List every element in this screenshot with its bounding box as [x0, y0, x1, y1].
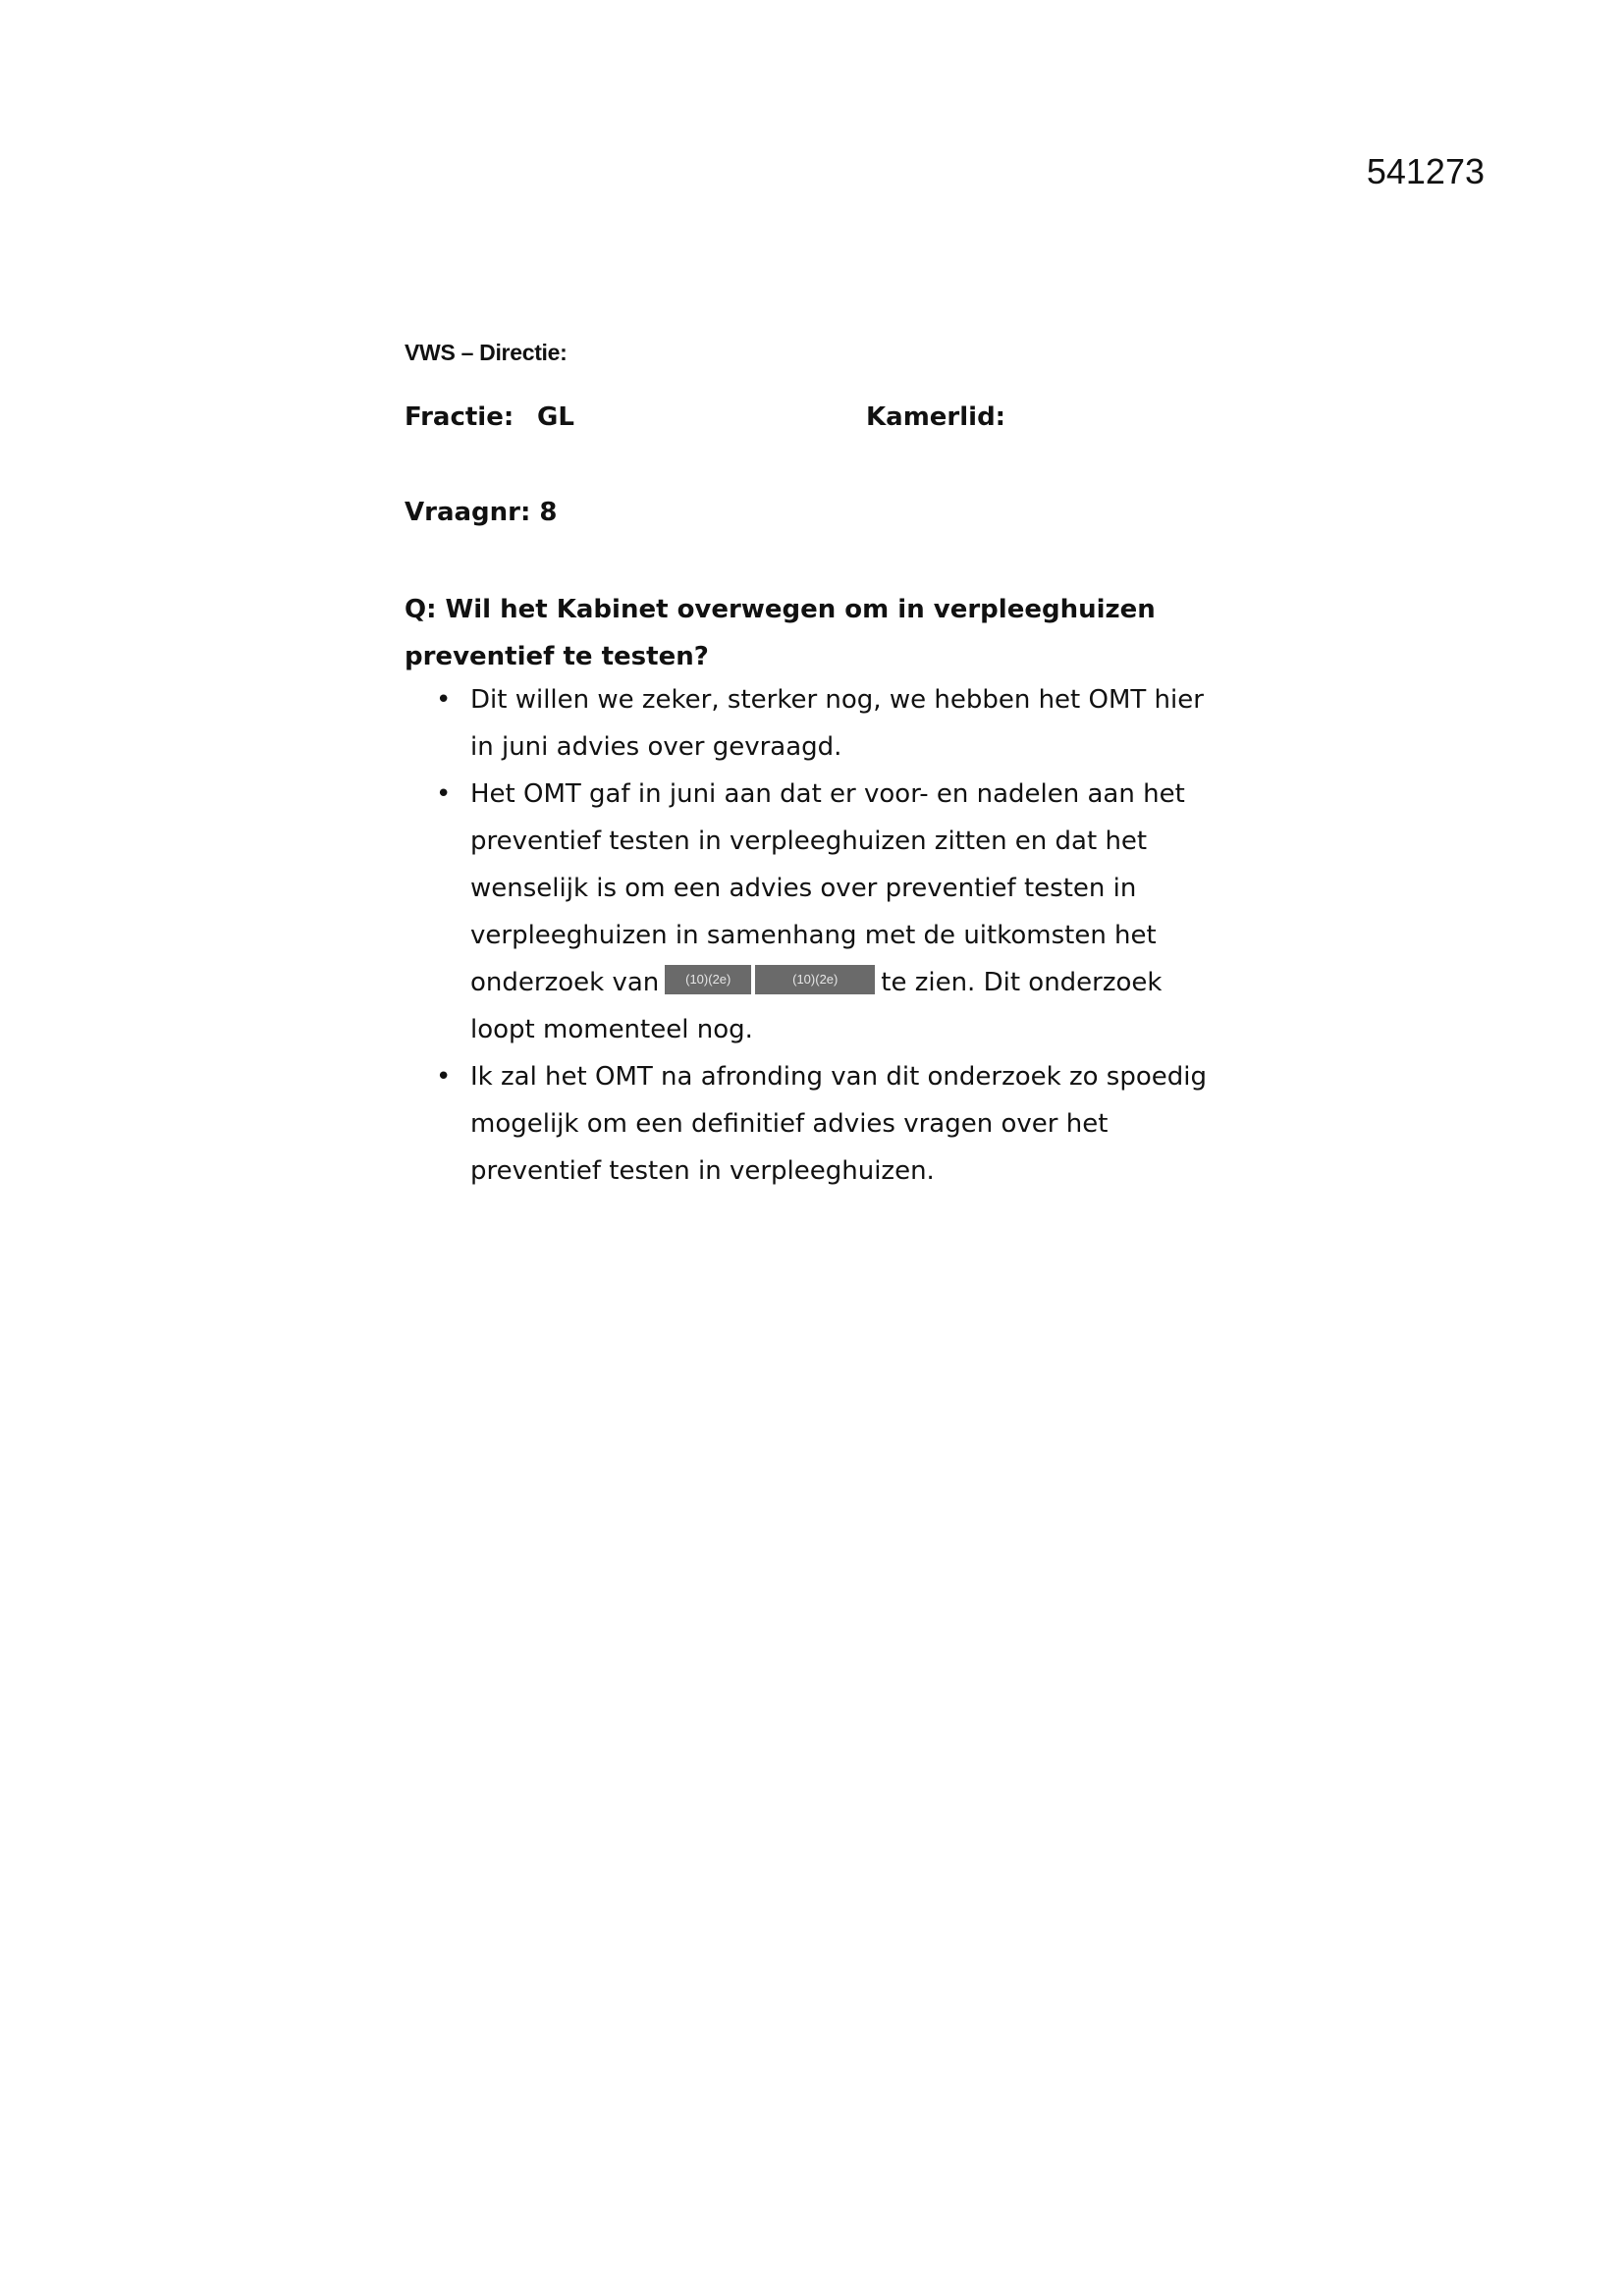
kamerlid-label: Kamerlid: — [866, 402, 1006, 432]
bullet-icon: • — [436, 685, 452, 715]
answer-item — [405, 676, 1269, 771]
answer-item — [405, 771, 1269, 1053]
directie-label: VWS – Directie: — [405, 340, 568, 365]
bullet-icon: • — [436, 779, 452, 809]
answer-line: verpleeghuizen in samenhang met de uitkomsten het — [470, 921, 1157, 950]
question-line: preventief te testen? — [405, 642, 709, 671]
redaction-block: (10)(2e) — [665, 965, 751, 994]
answer-line: loopt momenteel nog. — [470, 1015, 753, 1044]
answer-line: Dit willen we zeker, sterker nog, we hebben het OMT hier — [470, 685, 1204, 715]
document-number: 541273 — [1366, 151, 1485, 191]
answer-line: in juni advies over gevraagd. — [470, 732, 842, 762]
answer-list — [405, 676, 1269, 1195]
fractie-label: Fractie: — [405, 402, 514, 432]
fractie-value: GL — [537, 402, 574, 432]
answer-line: preventief testen in verpleeghuizen. — [470, 1156, 935, 1186]
redaction-block: (10)(2e) — [755, 965, 875, 994]
answer-line: preventief testen in verpleeghuizen zitten en dat het — [470, 827, 1148, 856]
answer-item — [405, 1053, 1269, 1195]
answer-line: Het OMT gaf in juni aan dat er voor- en nadelen aan het — [470, 779, 1185, 809]
answer-line: wenselijk is om een advies over preventief testen in — [470, 874, 1137, 903]
question-text — [405, 586, 1249, 680]
bullet-icon: • — [436, 1062, 452, 1092]
answer-line: Ik zal het OMT na afronding van dit onderzoek zo spoedig — [470, 1062, 1207, 1092]
question-number: Vraagnr: 8 — [405, 498, 558, 527]
question-line: Q: Wil het Kabinet overwegen om in verpleeghuizen — [405, 595, 1156, 624]
answer-text: te zien. Dit onderzoek — [881, 968, 1163, 997]
answer-line: mogelijk om een definitief advies vragen over het — [470, 1109, 1109, 1139]
answer-line — [470, 959, 1269, 1006]
answer-text: onderzoek van — [470, 968, 660, 997]
